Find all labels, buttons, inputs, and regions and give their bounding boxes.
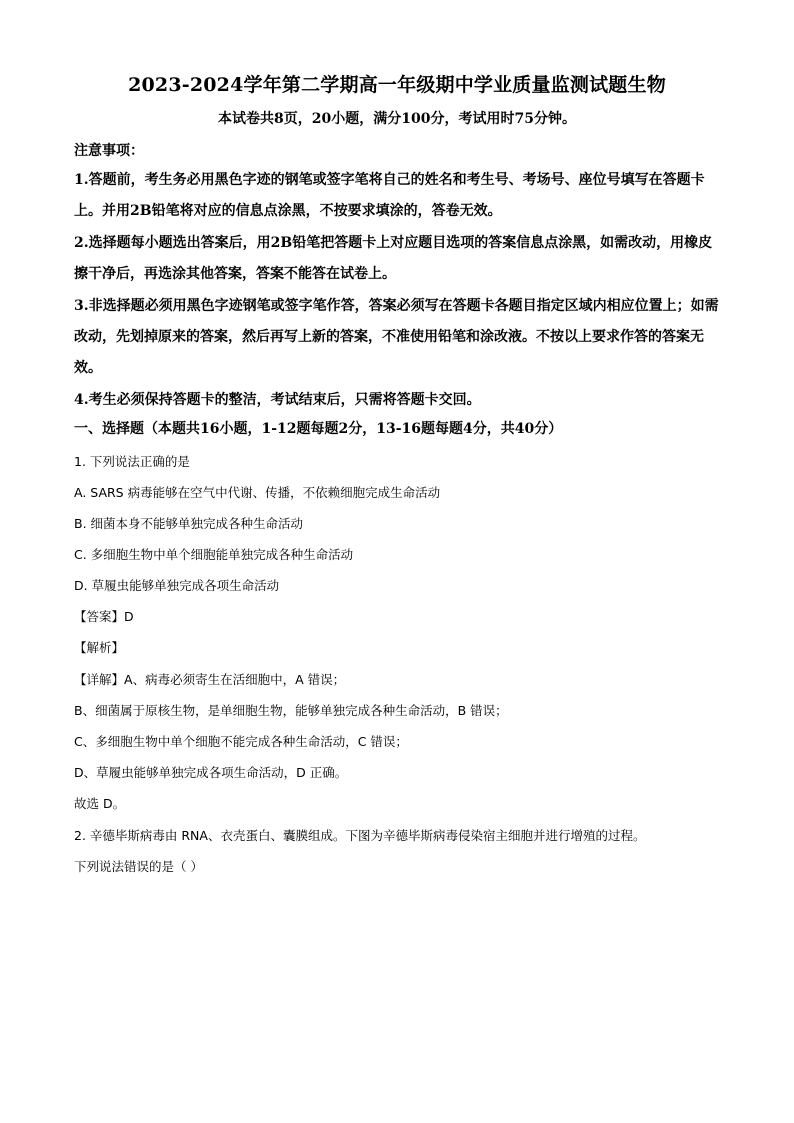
notice-item-3: 3.非选择题必须用黑色字迹钢笔或签字笔作答，答案必须写在答题卡各题目指定区域内相应位置上；如需改动，先划掉原来的答案，然后再写上新的答案，不准使用铅笔和涂改液。不按以上要求作答的答案无效。 (74, 298, 719, 376)
question-2-stem-line-2: 下列说法错误的是（ ） (74, 859, 203, 874)
notice-heading: 注意事项： (74, 143, 144, 159)
notice-item-4: 4.考生必须保持答题卡的整洁，考试结束后，只需将答题卡交回。 (74, 392, 481, 408)
question-1-option-a: A. SARS 病毒能够在空气中代谢、传播，不依赖细胞完成生命活动 (74, 485, 441, 500)
question-1-answer (74, 607, 724, 627)
notice-item-2: 2.选择题每小题选出答案后，用2B铅笔把答题卡上对应题目选项的答案信息点涂黑，如需改动，用橡皮擦干净后，再选涂其他答案，答案不能答在试卷上。 (74, 235, 713, 282)
question-1-detail-line-2: B、细菌属于原核生物，是单细胞生物，能够单独完成各种生命活动，B 错误； (74, 703, 508, 718)
question-1-stem: 1. 下列说法正确的是 (74, 454, 190, 469)
notice-item-1: 1.答题前，考生务必用黑色字迹的钢笔或签字笔将自己的姓名和考生号、考场号、座位号填写在答题卡上。并用2B铅笔将对应的信息点涂黑，不按要求填涂的，答卷无效。 (74, 172, 705, 219)
section-heading: 一、选择题（本题共16小题，1-12题每题2分，13-16题每题4分，共40分） (74, 421, 563, 437)
question-2-stem-line-1: 2. 辛德毕斯病毒由 RNA、衣壳蛋白、囊膜组成。下图为辛德毕斯病毒侵染宿主细胞并进行增殖的过程。 (74, 828, 646, 843)
answer-label: 【答案】 (74, 609, 125, 624)
exam-info-subtitle: 本试卷共8页，20小题，满分100分，考试用时75分钟。 (218, 111, 576, 127)
question-1-option-d: D. 草履虫能够单独完成各项生命活动 (74, 578, 280, 593)
question-1-detail-line-4: D、草履虫能够单独完成各项生命活动，D 正确。 (74, 765, 348, 780)
detail-text: A、病毒必须寄生在活细胞中，A 错误； (124, 672, 346, 687)
detail-label: 【详解】 (74, 672, 125, 687)
answer-value: D (124, 609, 134, 624)
question-1-detail-line-3: C、多细胞生物中单个细胞不能完成各种生命活动，C 错误； (74, 734, 408, 749)
question-1-detail-line-1 (74, 670, 724, 690)
question-1-option-c: C. 多细胞生物中单个细胞能单独完成各种生命活动 (74, 547, 354, 562)
question-1-option-b: B. 细菌本身不能够单独完成各种生命活动 (74, 516, 304, 531)
question-1-conclusion: 故选 D。 (74, 796, 126, 811)
page-title: 2023-2024学年第二学期高一年级期中学业质量监测试题生物 (128, 74, 666, 96)
question-1-analysis-label: 【解析】 (74, 640, 125, 655)
